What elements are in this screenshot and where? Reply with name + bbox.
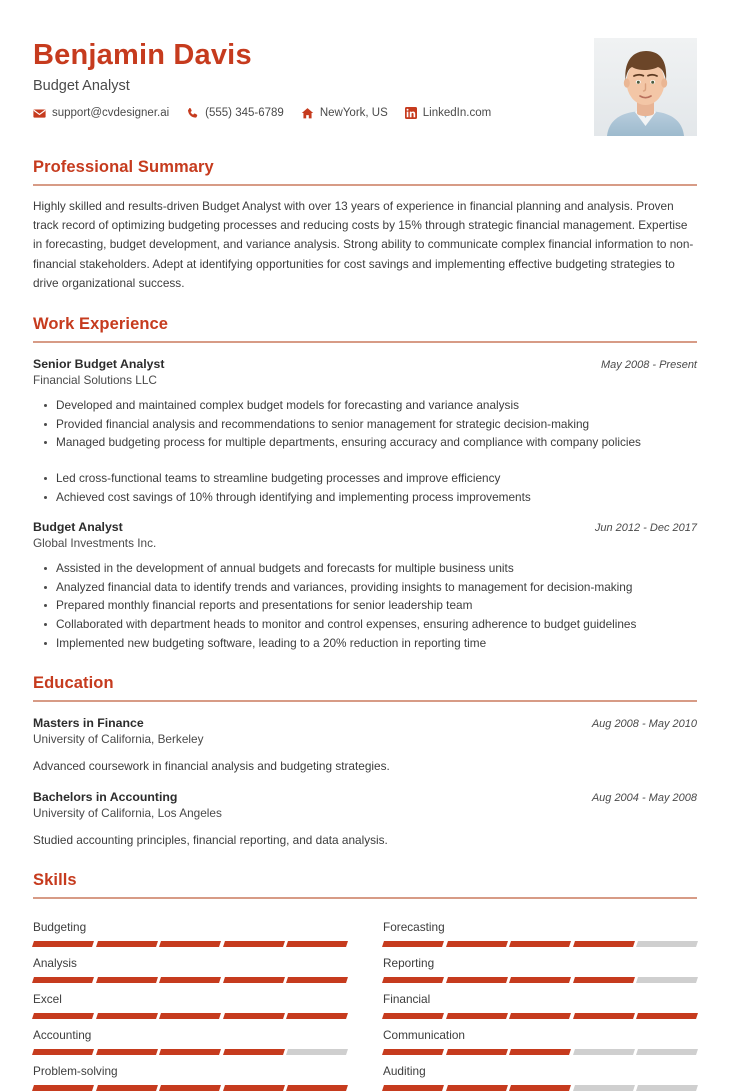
skill-name: Reporting — [383, 955, 435, 970]
section-professional-summary — [33, 158, 697, 293]
candidate-job-title: Budget Analyst — [33, 77, 130, 94]
skills-grid — [33, 911, 697, 1091]
skill-level-segment — [286, 1049, 348, 1055]
section-title-experience: Work Experience — [33, 315, 169, 334]
experience-date: May 2008 - Present — [601, 359, 697, 372]
skill-level-segment — [159, 1085, 221, 1091]
skill-level-segment — [509, 1013, 571, 1019]
section-divider — [33, 341, 697, 343]
skill-level-segment — [286, 941, 348, 947]
skill-level-segment — [223, 941, 285, 947]
skill-item — [383, 1019, 697, 1055]
list-item: Managed budgeting process for multiple departments, ensuring accuracy and compliance with company policies — [33, 433, 697, 452]
skill-level-bar — [33, 1049, 347, 1055]
skill-item — [383, 983, 697, 1019]
experience-entry-head — [33, 520, 697, 534]
section-title-skills: Skills — [33, 870, 77, 889]
skill-level-segment — [96, 1085, 158, 1091]
skill-item — [383, 911, 697, 947]
skill-level-segment — [573, 977, 635, 983]
skill-level-segment — [32, 1049, 94, 1055]
skill-level-segment — [573, 941, 635, 947]
skill-name: Financial — [383, 991, 431, 1006]
education-description: Advanced coursework in financial analysis and budgeting strategies. — [33, 759, 390, 774]
skill-item — [33, 911, 347, 947]
list-item: Prepared monthly financial reports and presentations for senior leadership team — [33, 596, 697, 615]
skill-level-segment — [509, 941, 571, 947]
skill-level-segment — [446, 977, 508, 983]
experience-role: Budget Analyst — [33, 520, 123, 535]
skill-name: Excel — [33, 991, 62, 1006]
education-date: Aug 2004 - May 2008 — [591, 791, 697, 804]
skill-level-segment — [509, 1049, 571, 1055]
education-entry — [33, 716, 697, 775]
skill-level-segment — [223, 1013, 285, 1019]
skill-level-segment — [32, 1013, 94, 1019]
linkedin-icon — [405, 107, 417, 119]
skill-name: Budgeting — [33, 919, 87, 934]
skill-item — [33, 947, 347, 983]
skill-name: Communication — [383, 1027, 465, 1042]
experience-date: Jun 2012 - Dec 2017 — [594, 522, 697, 535]
education-degree: Masters in Finance — [33, 716, 144, 731]
skill-level-segment — [446, 1085, 508, 1091]
skill-level-segment — [96, 941, 158, 947]
skill-item — [33, 1055, 347, 1091]
skill-level-segment — [446, 1013, 508, 1019]
skill-level-segment — [223, 1085, 285, 1091]
skill-level-segment — [573, 1049, 635, 1055]
section-education — [33, 674, 697, 849]
section-title-education: Education — [33, 674, 114, 693]
skill-level-segment — [223, 977, 285, 983]
education-entry-head — [33, 716, 697, 730]
skill-level-segment — [286, 1085, 348, 1091]
education-description: Studied accounting principles, financial reporting, and data analysis. — [33, 832, 388, 847]
skill-level-segment — [573, 1085, 635, 1091]
skill-level-bar — [383, 941, 697, 947]
experience-entry-head — [33, 357, 697, 371]
skill-level-segment — [96, 977, 158, 983]
experience-role: Senior Budget Analyst — [33, 357, 165, 372]
contact-linkedin[interactable] — [405, 107, 491, 119]
contact-row — [33, 107, 594, 120]
resume-header — [33, 30, 697, 136]
experience-bullets — [33, 396, 697, 452]
skill-level-bar — [383, 1049, 697, 1055]
skill-level-segment — [159, 941, 221, 947]
skill-item — [33, 1019, 347, 1055]
list-item: Collaborated with department heads to monitor and control expenses, ensuring adherence to budget guidelines — [33, 615, 697, 634]
skill-level-segment — [636, 1013, 698, 1019]
skill-level-segment — [96, 1049, 158, 1055]
skill-item — [383, 1055, 697, 1091]
avatar-illustration — [594, 38, 697, 136]
skill-item — [33, 983, 347, 1019]
skill-level-bar — [33, 1085, 347, 1091]
skill-level-segment — [32, 941, 94, 947]
list-item: Provided financial analysis and recommendations to senior management for strategic decision-making — [33, 415, 697, 434]
skill-level-segment — [636, 941, 698, 947]
experience-bullets-extra — [33, 469, 697, 506]
skill-level-bar — [383, 1013, 697, 1019]
experience-company: Financial Solutions LLC — [33, 373, 157, 388]
education-entry — [33, 790, 697, 849]
contact-email-text: support@cvdesigner.ai — [52, 107, 170, 120]
section-skills — [33, 871, 697, 1091]
location-icon — [301, 107, 314, 120]
contact-email[interactable] — [33, 107, 169, 120]
skill-level-segment — [636, 1085, 698, 1091]
experience-entry — [33, 357, 697, 506]
candidate-name: Benjamin Davis — [33, 39, 252, 71]
list-item: Achieved cost savings of 10% through identifying and implementing process improvements — [33, 488, 697, 507]
experience-entry — [33, 520, 697, 652]
skill-level-segment — [32, 1085, 94, 1091]
skill-level-segment — [573, 1013, 635, 1019]
education-degree: Bachelors in Accounting — [33, 789, 178, 804]
header-text-block — [33, 38, 594, 120]
skill-level-segment — [382, 941, 444, 947]
list-item: Led cross-functional teams to streamline budgeting processes and improve efficiency — [33, 469, 697, 488]
list-item: Developed and maintained complex budget models for forecasting and variance analysis — [33, 396, 697, 415]
contact-location-text: NewYork, US — [319, 107, 388, 120]
skill-level-segment — [286, 977, 348, 983]
skill-level-segment — [286, 1013, 348, 1019]
contact-linkedin-text: LinkedIn.com — [422, 107, 492, 120]
education-date: Aug 2008 - May 2010 — [591, 718, 697, 731]
skill-level-segment — [223, 1049, 285, 1055]
list-item: Implemented new budgeting software, leading to a 20% reduction in reporting time — [33, 634, 697, 653]
experience-bullets — [33, 559, 697, 652]
summary-text: Highly skilled and results-driven Budget Analyst with over 13 years of experience in financial planning and analysis. Proven track record of optimizing budgeting processes and reducing costs by 15% through strategic financial management. Expertise in forecasting, budget development, and variance analysis. Strong ability to communicate complex financial information to non-financial stakeholders. Adept at identifying opportunities for cost savings and implementing effective budgeting strategies to drive organizational success. — [33, 199, 694, 290]
skill-level-bar — [383, 1085, 697, 1091]
experience-company: Global Investments Inc. — [33, 536, 157, 551]
skill-item — [383, 947, 697, 983]
skill-level-segment — [159, 1013, 221, 1019]
education-school: University of California, Los Angeles — [33, 805, 222, 820]
section-divider — [33, 700, 697, 702]
skill-level-segment — [32, 977, 94, 983]
education-school: University of California, Berkeley — [33, 732, 204, 747]
skill-level-segment — [636, 977, 698, 983]
skill-level-segment — [382, 1013, 444, 1019]
contact-location[interactable] — [301, 107, 388, 120]
skill-level-segment — [159, 977, 221, 983]
skill-level-bar — [33, 977, 347, 983]
skill-name: Accounting — [33, 1027, 92, 1042]
skill-name: Auditing — [383, 1063, 426, 1078]
section-divider — [33, 184, 697, 186]
skill-level-segment — [382, 1085, 444, 1091]
profile-photo — [594, 38, 697, 136]
skill-level-segment — [382, 1049, 444, 1055]
skill-level-segment — [382, 977, 444, 983]
education-entry-head — [33, 790, 697, 804]
contact-phone-text: (555) 345-6789 — [205, 107, 284, 120]
skill-level-bar — [383, 977, 697, 983]
section-title-summary: Professional Summary — [33, 158, 214, 176]
section-divider — [33, 897, 697, 899]
skill-level-segment — [159, 1049, 221, 1055]
skill-level-segment — [636, 1049, 698, 1055]
list-item: Assisted in the development of annual budgets and forecasts for multiple business units — [33, 559, 697, 578]
email-icon — [33, 107, 46, 120]
skill-level-segment — [446, 941, 508, 947]
phone-icon — [186, 107, 199, 120]
skill-name: Analysis — [33, 955, 77, 970]
skill-name: Forecasting — [383, 919, 445, 934]
skill-level-bar — [33, 1013, 347, 1019]
skill-level-segment — [446, 1049, 508, 1055]
skill-level-segment — [509, 1085, 571, 1091]
skill-level-segment — [509, 977, 571, 983]
skill-level-segment — [96, 1013, 158, 1019]
skill-name: Problem-solving — [33, 1063, 118, 1078]
skill-level-bar — [33, 941, 347, 947]
section-work-experience — [33, 315, 697, 652]
list-item: Analyzed financial data to identify trends and variances, providing insights to management for decision-making — [33, 578, 697, 597]
contact-phone[interactable] — [186, 107, 284, 120]
